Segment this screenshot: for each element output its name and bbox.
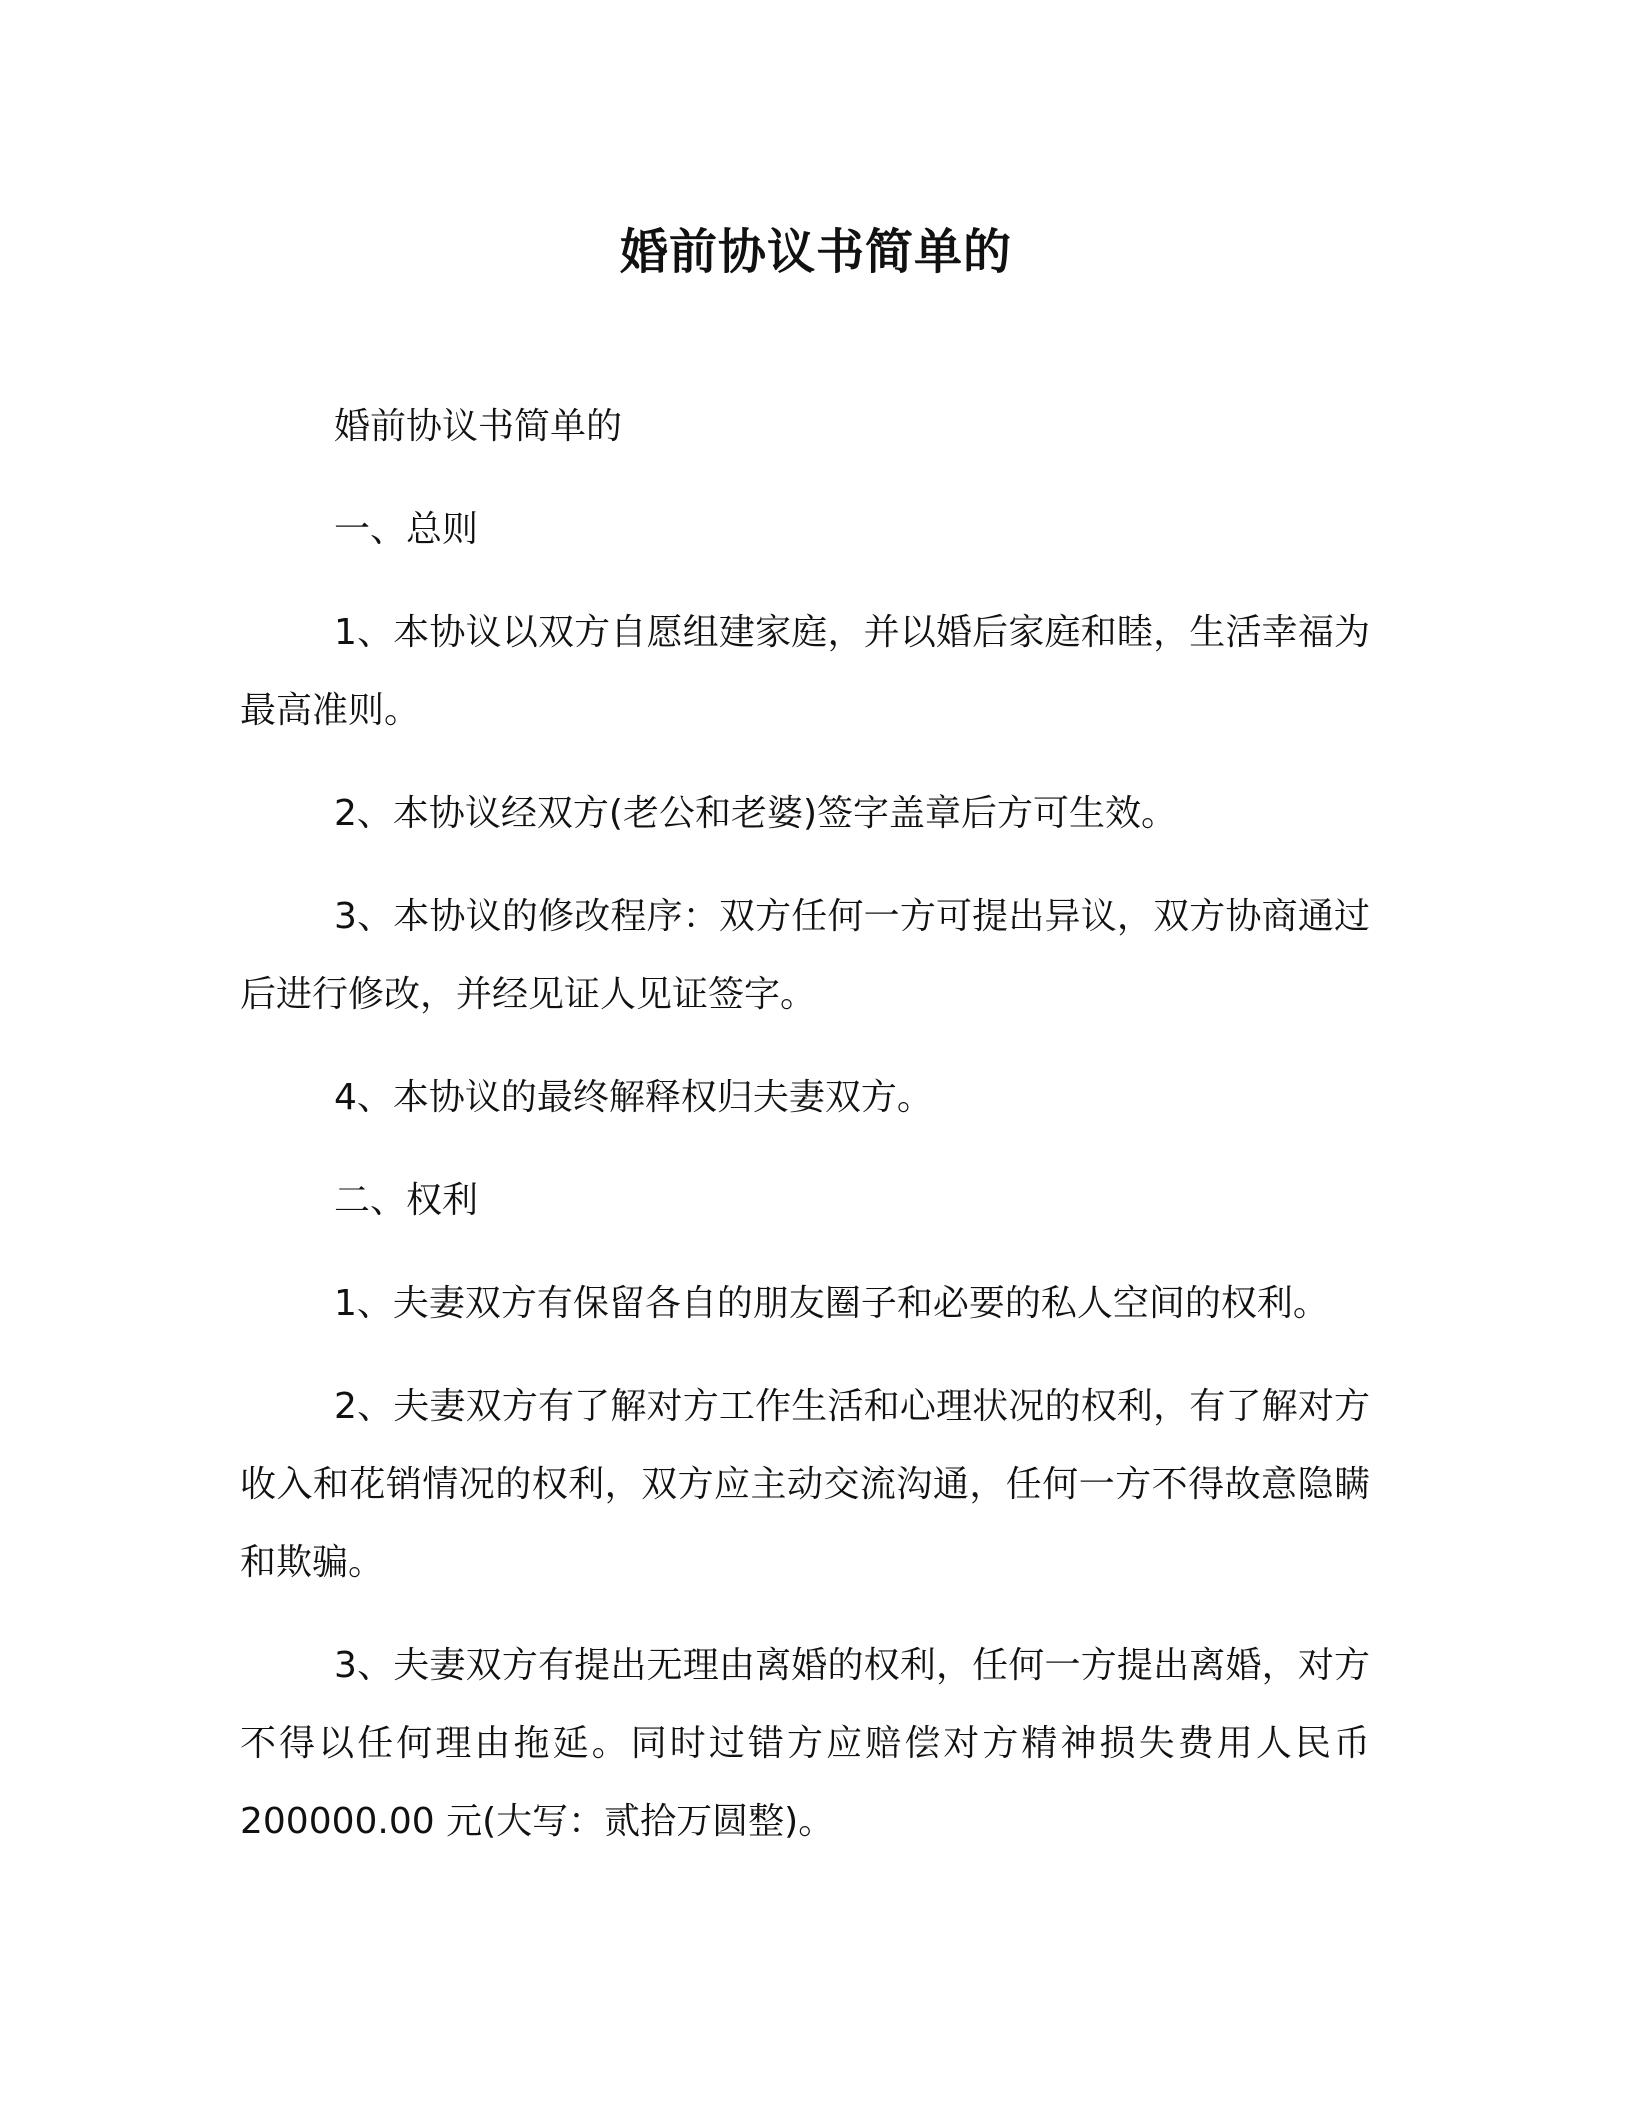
clause-rights-3: 3、夫妻双方有提出无理由离婚的权利，任何一方提出离婚，对方不得以任何理由拖延。同时过错方应赔偿对方精神损失费用人民币200000.00 元(大写：贰拾万圆整)。	[240, 1645, 1370, 1842]
clause-general-3: 3、本协议的修改程序：双方任何一方可提出异议，双方协商通过后进行修改，并经见证人见证签字。	[240, 896, 1370, 1015]
section-heading-general: 一、总则	[334, 509, 479, 550]
clause-general-4: 4、本协议的最终解释权归夫妻双方。	[334, 1077, 933, 1118]
document-body	[240, 388, 1370, 1886]
section-heading-rights: 二、权利	[334, 1180, 479, 1221]
clause-general-1: 1、本协议以双方自愿组建家庭，并以婚后家庭和睦，生活幸福为最高准则。	[240, 612, 1370, 731]
clause-general-2: 2、本协议经双方(老公和老婆)签字盖章后方可生效。	[334, 793, 1177, 834]
document-subtitle: 婚前协议书简单的	[334, 406, 623, 447]
document-title: 婚前协议书简单的	[619, 224, 1012, 280]
clause-rights-2: 2、夫妻双方有了解对方工作生活和心理状况的权利，有了解对方收入和花销情况的权利，双方应主动交流沟通，任何一方不得故意隐瞒和欺骗。	[240, 1386, 1370, 1583]
clause-rights-1: 1、夫妻双方有保留各自的朋友圈子和必要的私人空间的权利。	[334, 1283, 1329, 1324]
